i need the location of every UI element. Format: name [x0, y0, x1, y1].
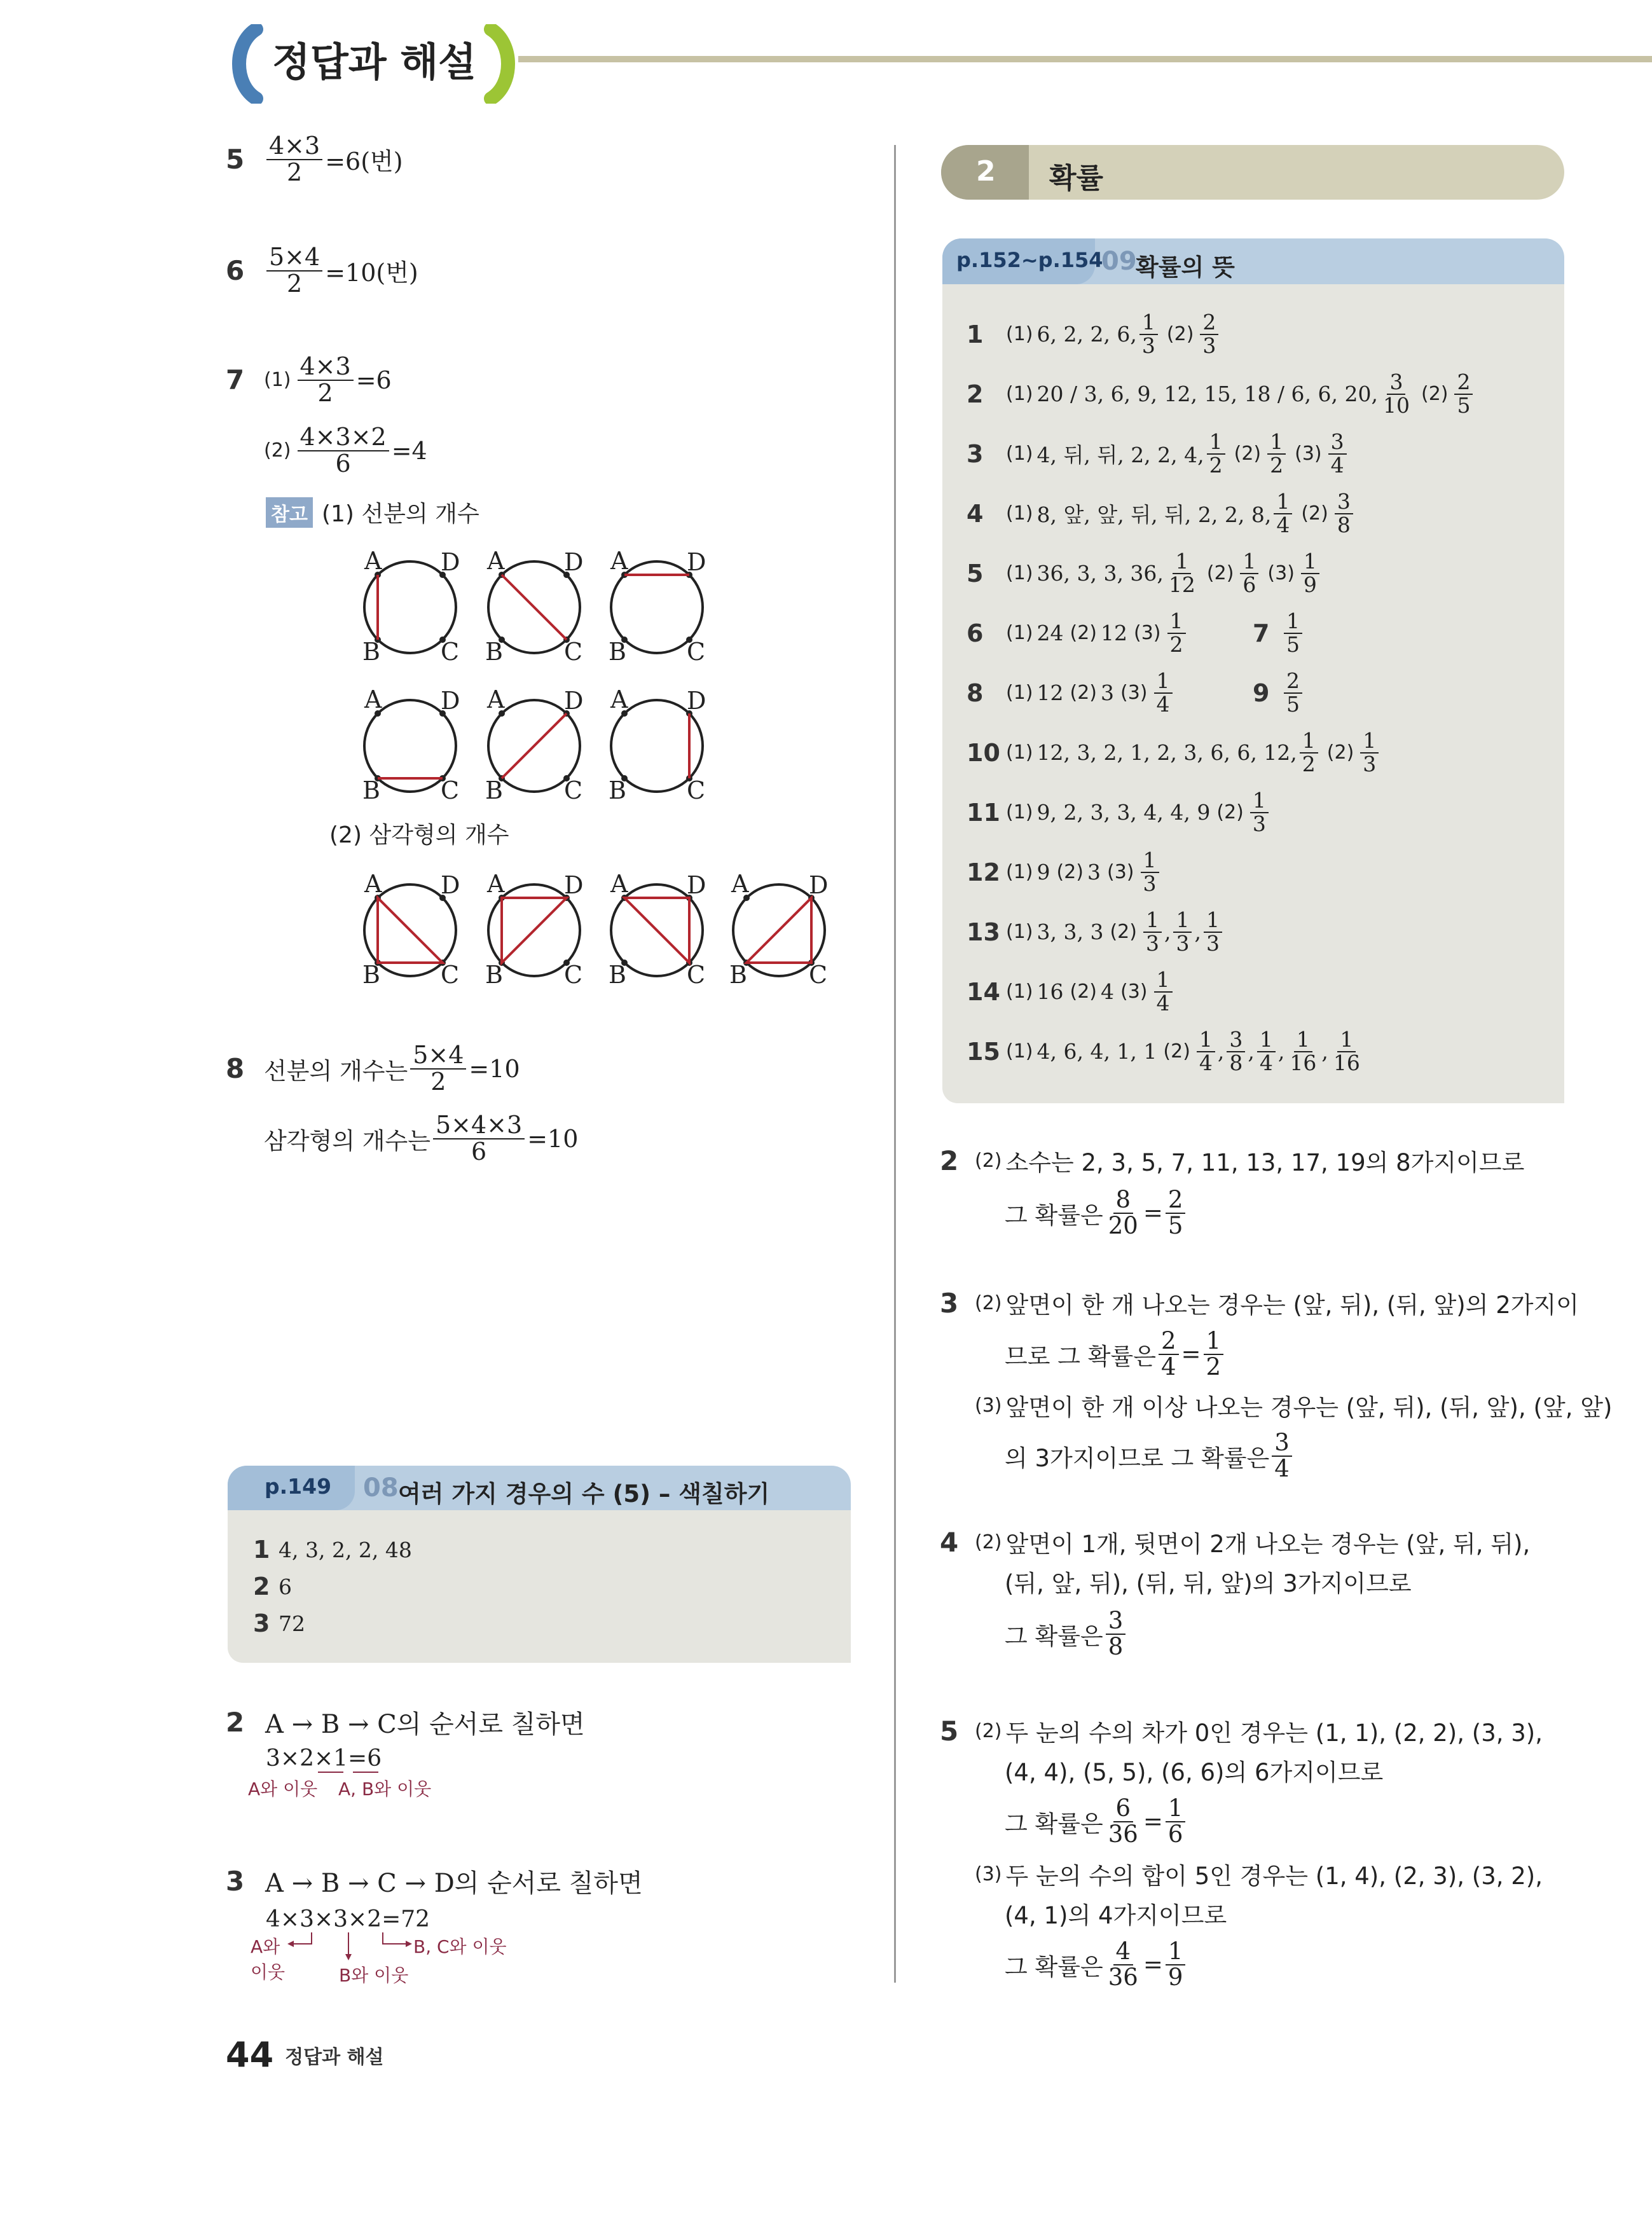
fraction: $\frac{1}{2}$ — [1204, 1329, 1224, 1380]
answer-2: 2 6 — [253, 1573, 292, 1600]
fraction: $\frac{1}{12}$ — [1168, 549, 1195, 597]
answer-9: 9 $\frac{2}{5}$ — [1253, 670, 1305, 715]
left-bracket-icon — [226, 24, 264, 104]
explanation-2-right: 2 (2) 소수는 2, 3, 5, 7, 11, 13, 17, 19의 8가지이므로 — [940, 1145, 1525, 1176]
note-1: A와 이웃 — [248, 1779, 318, 1800]
fraction: $\frac{1}{3}$ — [1139, 312, 1158, 357]
problem-6 — [226, 245, 418, 297]
page-ref: p.152~p.154 — [956, 248, 1103, 272]
answer-3: 3 (1) 4, 뒤, 뒤, 2, 2, 4, $\frac{1}{2}$ (2) $\frac{1}{2}$ (3) $\frac{3}{4}$ — [967, 431, 1349, 476]
reference-badge: 참고 — [266, 497, 313, 528]
vertex-label-a: A — [610, 547, 628, 575]
problem-7b: (2) $\frac{4\times 3\times 2}{6}$ =4 — [264, 423, 427, 478]
answer-13: 13 (1) 3, 3, 3 (2) $\frac{1}{3}$ , $\frac{1}{3}$ , $\frac{1}{3}$ — [967, 909, 1225, 954]
problem-8b: 삼각형의 개수는 $\frac{5\times 4\times 3}{6}$ =10 — [264, 1111, 579, 1166]
fraction: $\frac{3}{4}$ — [1272, 1431, 1292, 1482]
explanation-4-line2: (뒤, 앞, 뒤), (뒤, 뒤, 앞)의 3가지이므로 — [1005, 1570, 1412, 1597]
vertex-label-c: C — [564, 638, 583, 666]
reference-line-count: (1) 선분의 개수 — [321, 501, 479, 527]
note-2: B와 이웃 — [339, 1965, 409, 1986]
explanation-3-right-result: 므로 그 확률은 $\frac{2}{4}$ = $\frac{1}{2}$ — [1005, 1329, 1226, 1380]
vertex-label-a: A — [487, 870, 505, 898]
section-number: 08 — [363, 1473, 399, 1503]
result: =6(번) — [325, 148, 403, 176]
explanation-3-right: 3 (2) 앞면이 한 개 나오는 경우는 (앞, 뒤), (뒤, 앞)의 2가지이 — [940, 1287, 1580, 1319]
explanation-5-line2: (4, 4), (5, 5), (6, 6)의 6가지이므로 — [1005, 1759, 1384, 1786]
answer-15: 15 (1) 4, 6, 4, 1, 1 (2) $\frac{1}{4}$ , $\frac{3}{8}$ , $\frac{1}{4}$ , $\frac{1}{16}$ , $\frac{1}{16}$ — [967, 1029, 1365, 1074]
note-1: A와 — [251, 1936, 280, 1957]
calc: 4×3×3×2=72 — [266, 1906, 430, 1932]
vertex-label-c: C — [687, 638, 706, 666]
fraction: $\frac{1}{4}$ — [1154, 670, 1173, 715]
chapter-title: 확률 — [1049, 162, 1104, 195]
answer-4: 4 (1) 8, 앞, 앞, 뒤, 뒤, 2, 2, 8, $\frac{1}{4}$ (2) $\frac{3}{8}$ — [967, 491, 1356, 536]
note-2: A, B와 이웃 — [338, 1779, 432, 1800]
answer-7: 7 $\frac{1}{5}$ — [1253, 610, 1305, 656]
problem-number: 6 — [226, 255, 245, 287]
vertex-label-d: D — [441, 871, 460, 899]
header-title: 정답과 해설 — [272, 39, 477, 85]
reference-triangle-count: (2) 삼각형의 개수 — [329, 822, 509, 848]
vertex-label-a: A — [364, 547, 382, 575]
vertex-label-d: D — [564, 687, 584, 715]
fraction: $\frac{1}{16}$ — [1290, 1027, 1317, 1075]
answer-box-08 — [228, 1466, 851, 1663]
vertex-label-d: D — [687, 687, 706, 715]
section-title: 여러 가지 경우의 수 (5) – 색칠하기 — [398, 1480, 770, 1508]
explanation-5-result: 그 확률은 $\frac{6}{36}$ = $\frac{1}{6}$ — [1005, 1796, 1188, 1847]
explanation-5-line5: (4, 1)의 4가지이므로 — [1005, 1902, 1227, 1929]
header-rule — [518, 56, 1652, 62]
section-title: 확률의 뜻 — [1136, 254, 1235, 281]
answer-1: 1 (1) 6, 2, 2, 6, $\frac{1}{3}$ (2) $\frac{2}{3}$ — [967, 312, 1221, 357]
vertex-label-b: B — [609, 776, 626, 804]
explanation-3-left: 3 A → B → C → D의 순서로 칠하면 — [226, 1866, 643, 1898]
vertex-label-b: B — [609, 638, 626, 666]
fraction: $\frac{2}{4}$ — [1159, 1329, 1179, 1380]
page-ref: p.149 — [265, 1474, 332, 1499]
fraction: $\frac{1}{2}$ — [1267, 431, 1286, 476]
vertex-label-c: C — [809, 961, 828, 989]
fraction: $\frac{2}{5}$ — [1454, 371, 1473, 416]
vertex-label-d: D — [441, 548, 460, 576]
vertex-label-b: B — [485, 638, 503, 666]
fraction: $\frac{1}{4}$ — [1154, 969, 1173, 1014]
fraction: $\frac{1}{3}$ — [1141, 850, 1159, 895]
reference-note — [266, 496, 479, 528]
explanation-5-part3-result: 그 확률은 $\frac{4}{36}$ = $\frac{1}{9}$ — [1005, 1939, 1188, 1990]
note-1b: 이웃 — [251, 1962, 286, 1983]
vertex-label-b: B — [609, 961, 626, 989]
fraction: $\frac{3}{8}$ — [1106, 1609, 1126, 1660]
fraction: $\frac{1}{9}$ — [1301, 551, 1319, 596]
fraction: $\frac{5\times 4}{2}$ — [410, 1043, 466, 1095]
vertex-label-c: C — [441, 776, 460, 804]
footer — [226, 2035, 384, 2075]
fraction: $\frac{1}{2}$ — [1207, 431, 1225, 476]
fraction: $\frac{3}{8}$ — [1335, 491, 1353, 536]
fraction: $\frac{1}{3}$ — [1360, 730, 1379, 775]
fraction: $\frac{8}{20}$ — [1108, 1186, 1138, 1239]
fraction: $\frac{1}{3}$ — [1143, 909, 1162, 954]
vertex-label-b: B — [362, 776, 380, 804]
fraction: $\frac{1}{4}$ — [1197, 1029, 1215, 1074]
result: =6 — [355, 366, 392, 394]
vertex-label-d: D — [564, 548, 584, 576]
fraction: $\frac{1}{6}$ — [1166, 1796, 1186, 1847]
answer-6: 6 (1) 24 (2) 12 (3) $\frac{1}{2}$ — [967, 610, 1188, 656]
problem-number: 7 — [226, 364, 245, 396]
fraction: $\frac{5\times 4}{2}$ — [266, 245, 322, 297]
fraction: $\frac{1}{2}$ — [1300, 730, 1318, 775]
fraction: $\frac{2}{5}$ — [1284, 670, 1302, 715]
vertex-label-c: C — [441, 961, 460, 989]
fraction: $\frac{6}{36}$ — [1108, 1794, 1138, 1848]
footer-label: 정답과 해설 — [285, 2046, 384, 2068]
fraction: $\frac{3}{4}$ — [1328, 431, 1347, 476]
vertex-label-b: B — [485, 776, 503, 804]
vertex-label-a: A — [610, 685, 628, 713]
fraction: $\frac{1}{4}$ — [1257, 1029, 1276, 1074]
vertex-label-c: C — [687, 961, 706, 989]
column-divider — [894, 145, 896, 1983]
circle-diagrams — [356, 547, 839, 986]
section-number: 09 — [1101, 247, 1137, 276]
explanation-5-part3: (3) 두 눈의 수의 합이 5인 경우는 (1, 4), (2, 3), (3, 2), — [975, 1862, 1543, 1890]
answer-11: 11 (1) 9, 2, 3, 3, 4, 4, 9 (2) $\frac{1}{3}$ — [967, 790, 1271, 835]
vertex-label-b: B — [485, 961, 503, 989]
right-bracket-icon — [483, 24, 521, 104]
vertex-label-a: A — [364, 685, 382, 713]
explanation-4-result: 그 확률은 $\frac{3}{8}$ — [1005, 1609, 1128, 1660]
vertex-label-c: C — [687, 776, 706, 804]
vertex-label-a: A — [487, 685, 505, 713]
vertex-label-b: B — [362, 961, 380, 989]
fraction: $\frac{1}{5}$ — [1284, 610, 1302, 656]
fraction: $\frac{4\times 3\times 2}{6}$ — [298, 425, 389, 477]
fraction: $\frac{2}{3}$ — [1200, 312, 1218, 357]
fraction: $\frac{1}{3}$ — [1250, 790, 1269, 835]
explanation-2-right-result: 그 확률은 $\frac{8}{20}$ = $\frac{2}{5}$ — [1005, 1188, 1188, 1239]
vertex-label-d: D — [564, 871, 584, 899]
vertex-label-c: C — [441, 638, 460, 666]
fraction: $\frac{1}{2}$ — [1167, 610, 1186, 656]
explanation-3-right-part3: (3) 앞면이 한 개 이상 나오는 경우는 (앞, 뒤), (뒤, 앞), (앞, 앞) — [975, 1394, 1613, 1421]
fraction: $\frac{4\times 3}{2}$ — [266, 134, 322, 186]
explanation-5-right: 5 (2) 두 눈의 수의 차가 0인 경우는 (1, 1), (2, 2), (3, 3), — [940, 1715, 1543, 1747]
explanation-3-right-part3-result: 의 3가지이므로 그 확률은 $\frac{3}{4}$ — [1005, 1431, 1295, 1482]
vertex-label-b: B — [362, 638, 380, 666]
fraction: $\frac{1}{16}$ — [1333, 1027, 1360, 1075]
problem-number: 5 — [226, 144, 245, 176]
chapter-number: 2 — [976, 155, 996, 188]
problem-5 — [226, 134, 403, 186]
answer-2: 2 (1) 20 / 3, 6, 9, 12, 15, 18 / 6, 6, 20, $\frac{3}{10}$ (2) $\frac{2}{5}$ — [967, 371, 1475, 416]
page-number: 44 — [226, 2035, 274, 2075]
vertex-label-c: C — [564, 776, 583, 804]
explanation-4-right: 4 (2) 앞면이 1개, 뒷면이 2개 나오는 경우는 (앞, 뒤, 뒤), — [940, 1526, 1531, 1558]
vertex-label-a: A — [364, 870, 382, 898]
fraction: $\frac{1}{3}$ — [1173, 909, 1192, 954]
answer-3: 3 72 — [253, 1609, 305, 1637]
vertex-label-a: A — [487, 547, 505, 575]
vertex-label-d: D — [809, 871, 829, 899]
vertex-label-d: D — [687, 871, 706, 899]
vertex-label-b: B — [729, 961, 747, 989]
fraction: $\frac{4\times 3}{2}$ — [298, 354, 354, 406]
fraction: $\frac{1}{3}$ — [1204, 909, 1222, 954]
answer-12: 12 (1) 9 (2) 3 (3) $\frac{1}{3}$ — [967, 850, 1162, 895]
fraction: $\frac{2}{5}$ — [1166, 1188, 1186, 1239]
result: =4 — [391, 436, 427, 465]
vertex-label-d: D — [441, 687, 460, 715]
fraction: $\frac{3}{8}$ — [1227, 1029, 1245, 1074]
answer-14: 14 (1) 16 (2) 4 (3) $\frac{1}{4}$ — [967, 969, 1175, 1014]
vertex-label-a: A — [610, 870, 628, 898]
problem-number: 8 — [226, 1053, 245, 1085]
vertex-label-a: A — [731, 870, 749, 898]
header — [0, 0, 1652, 114]
fraction: $\frac{1}{6}$ — [1240, 551, 1258, 596]
fraction: $\frac{1}{9}$ — [1166, 1939, 1186, 1990]
vertex-label-d: D — [687, 548, 706, 576]
result: =10(번) — [325, 259, 418, 287]
box-body — [228, 1510, 851, 1663]
fraction: $\frac{3}{10}$ — [1382, 369, 1410, 418]
problem-7a: 7 (1) $\frac{4\times 3}{2}$ =6 — [226, 352, 392, 407]
problem-8a: 8 선분의 개수는 $\frac{5\times 4}{2}$ =10 — [226, 1041, 520, 1096]
answer-8: 8 (1) 12 (2) 3 (3) $\frac{1}{4}$ — [967, 670, 1175, 715]
fraction: $\frac{1}{4}$ — [1274, 491, 1292, 536]
explanation-2-left: 2 A → B → C의 순서로 칠하면 — [226, 1707, 585, 1739]
fraction: $\frac{5\times 4\times 3}{6}$ — [433, 1113, 525, 1165]
calc: 3×2×1=6 — [266, 1745, 382, 1772]
vertex-label-c: C — [564, 961, 583, 989]
answer-1: 1 4, 3, 2, 2, 48 — [253, 1536, 412, 1564]
fraction: $\frac{4}{36}$ — [1108, 1937, 1138, 1991]
chapter-bar — [941, 145, 1564, 200]
note-3: B, C와 이웃 — [413, 1936, 507, 1957]
answer-5: 5 (1) 36, 3, 3, 36, $\frac{1}{12}$ (2) $\frac{1}{6}$ (3) $\frac{1}{9}$ — [967, 551, 1322, 596]
answer-10: 10 (1) 12, 3, 2, 1, 2, 3, 6, 6, 12, $\frac{1}{2}$ (2) $\frac{1}{3}$ — [967, 730, 1381, 775]
